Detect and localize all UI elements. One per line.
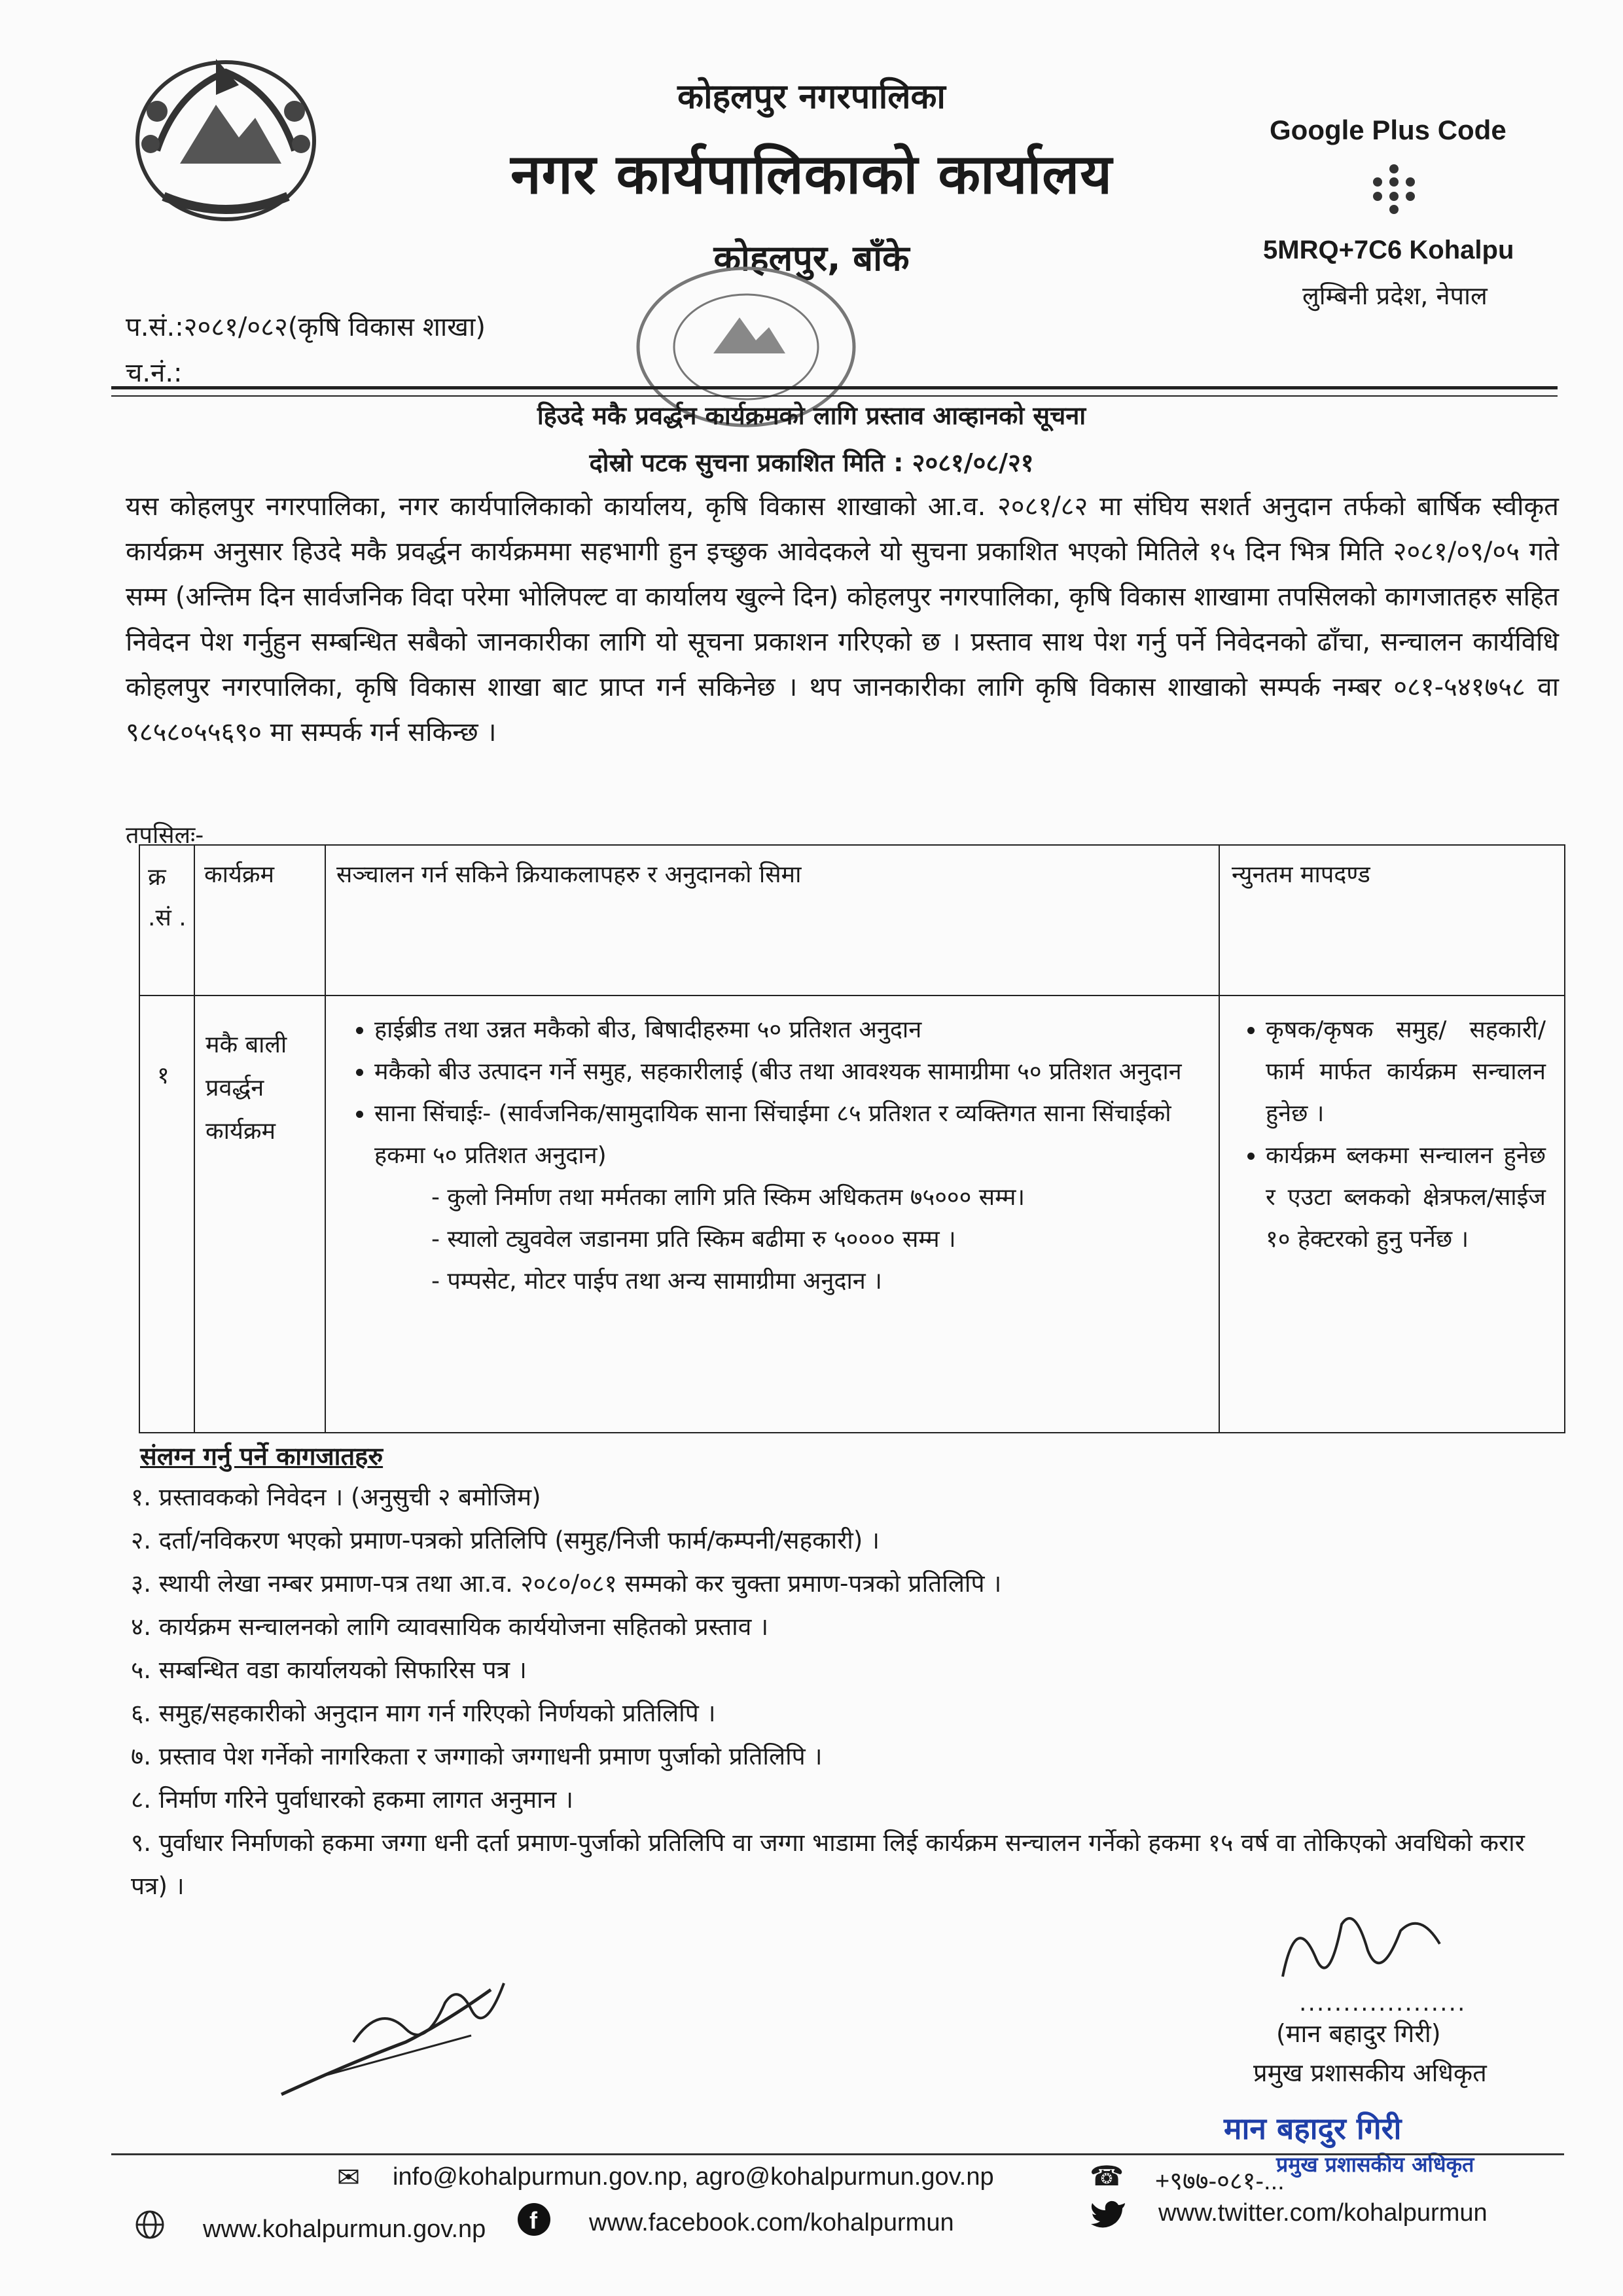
officer-designation: प्रमुख प्रशासकीय अधिकृत (1253, 2058, 1487, 2087)
municipality-name: कोहलपुर नगरपालिका (677, 77, 946, 117)
province: लुम्बिनी प्रदेश, नेपाल (1302, 281, 1488, 310)
documents-list (131, 1476, 1558, 1908)
office-location: कोहलपुर, बाँके (713, 238, 910, 279)
sub-item: - पम्पसेट, मोटर पाईप तथा अन्य सामाग्रीमा अनुदान । (431, 1268, 882, 1295)
facebook-icon (517, 2202, 551, 2236)
tapsil-label: तपसिलः- (126, 822, 204, 849)
notice-subtitle: दोस्रो पटक सुचना प्रकाशित मिति : २०८१/०८/२१ (589, 448, 1034, 477)
document-item: २. दर्ता/नविकरण भएको प्रमाण-पत्रको प्रतिलिपि (समुह/निजी फार्म/कम्पनी/सहकारी) । (131, 1526, 880, 1554)
document-item: ९. पुर्वाधार निर्माणको हकमा जग्गा धनी दर्ता प्रमाण-पुर्जाको प्रतिलिपि वा जग्गा भाडामा लिई कार्यक्रम सन्चालन गर्नेको हकमा १५ वर्ष वा तोकिएको अवधिको करार पत्र) । (131, 1829, 1525, 1900)
document-item: ४. कार्यक्रम सन्चालनको लागि व्यावसायिक कार्ययोजना सहितको प्रस्ताव । (131, 1613, 769, 1641)
row-criteria (1232, 1009, 1546, 1261)
documents-title: संलग्न गर्नु पर्ने कागजातहरु (140, 1442, 383, 1471)
sub-item: - स्यालो ट्युववेल जडानमा प्रति स्किम बढीमा रु ५०००० सम्म । (431, 1226, 956, 1253)
twitter-icon (1090, 2199, 1126, 2231)
document-item: ८. निर्माण गरिने पुर्वाधारको हकमा लागत अनुमान । (131, 1785, 574, 1814)
officer-name: (मान बहादुर गिरी) (1276, 2019, 1441, 2048)
program-table (139, 844, 1565, 1433)
document-item: ५. सम्बन्धित वडा कार्यालयको सिफारिस पत्र । (131, 1656, 527, 1684)
email-link[interactable]: info@kohalpurmun.gov.np, agro@kohalpurmun.gov.np (393, 2163, 994, 2191)
table-divider (194, 846, 195, 1432)
table-divider (1219, 846, 1220, 1432)
globe-icon (134, 2209, 166, 2240)
twitter-link[interactable]: www.twitter.com/kohalpurmun (1158, 2199, 1488, 2227)
officer-stamp-name: मान बहादुर गिरी (1224, 2111, 1402, 2146)
criteria-item: • कृषक/कृषक समुह/ सहकारी/ फार्म मार्फत कार्यक्रम सन्चालन हुनेछ । (1266, 1009, 1546, 1135)
sub-item: - कुलो निर्माण तथा मर्मतका लागि प्रति स्किम अधिकतम ७५००० सम्म। (431, 1184, 1026, 1211)
notice-title: हिउदे मकै प्रवर्द्धन कार्यक्रमको लागि प्रस्ताव आव्हानको सूचना (537, 401, 1086, 430)
header-divider (111, 386, 1558, 389)
notice-body: यस कोहलपुर नगरपालिका, नगर कार्यपालिकाको कार्यालय, कृषि विकास शाखाको आ.व. २०८१/८२ मा संघिय सशर्त अनुदान तर्फको बार्षिक स्वीकृत कार्यक्रम अनुसार हिउदे मकै प्रवर्द्धन कार्यक्रममा सहभागी हुन इच्छुक आवेदकले यो सुचना प्रकाशित भएको मितिले १५ दिन भित्र मिति २०८१/०९/०५ गते सम्म (अन्तिम दिन सार्वजनिक विदा परेमा भोलिपल्ट वा कार्यालय खुल्ने दिन) कोहलपुर नगरपालिका, कृषि विकास शाखामा तपसिलको कागजातहरु सहित निवेदन पेश गर्नुहुन सम्बन्धित सबैको जानकारीका लागि यो सूचना प्रकाशन गरिएको छ । प्रस्ताव साथ पेश गर्नु पर्ने निवेदनको ढाँचा, सन्चालन कार्यविधि कोहलपुर नगरपालिका, कृषि विकास शाखा बाट प्राप्त गर्न सकिनेछ । थप जानकारीका लागि कृषि विकास शाखाको सम्पर्क नम्बर ०८१-५४१७५८ वा ९८५८०५५६९० मा सम्पर्क गर्न सकिन्छ । (126, 492, 1559, 747)
document-item: ६. समुह/सहकारीको अनुदान माग गर्न गरिएको निर्णयको प्रतिलिपि । (131, 1699, 716, 1727)
svg-text:f: f (529, 2207, 537, 2234)
facebook-link[interactable]: www.facebook.com/kohalpurmun (589, 2209, 954, 2236)
row-sn: १ (157, 1062, 169, 1089)
header-criteria: न्युनतम मापदण्ड (1232, 861, 1370, 888)
header-sn: क्र .सं . (148, 864, 187, 931)
document-item: ३. स्थायी लेखा नम्बर प्रमाण-पत्र तथा आ.व. २०८०/०८१ सम्मको कर चुक्ता प्रमाण-पत्रको प्रतिलिपि । (131, 1570, 1002, 1598)
row-activities (336, 1009, 1207, 1302)
phone-number: +९७७-०८१-... (1155, 2168, 1285, 2195)
activity-item: • मकैको बीउ उत्पादन गर्ने समुह, सहकारीलाई (बीउ तथा आवश्यक सामाग्रीमा ५० प्रतिशत अनुदान (374, 1051, 1207, 1093)
mail-icon: ✉ (337, 2161, 361, 2193)
left-signature-icon (275, 1964, 524, 2108)
table-divider (325, 846, 326, 1432)
officer-stamp-title: प्रमुख प्रशासकीय अधिकृत (1276, 2152, 1474, 2177)
phone-icon: ☎ (1090, 2160, 1124, 2192)
reference-number: प.सं.:२०८१/०८२(कृषि विकास शाखा) (126, 312, 486, 342)
criteria-item: • कार्यक्रम ब्लकमा सन्चालन हुनेछ र एउटा ब्लकको क्षेत्रफल/साईज १० हेक्टरको हुनु पर्नेछ । (1266, 1135, 1546, 1261)
activity-item: • साना सिंचाईः- (सार्वजनिक/सामुदायिक साना सिंचाईमा ८५ प्रतिशत र व्यक्तिगत साना सिंचाईको हकमा ५० प्रतिशत अनुदान) (374, 1093, 1207, 1177)
plus-code-icon (1368, 162, 1420, 215)
dispatch-number: च.नं.: (126, 358, 183, 388)
row-program: मकै बाली प्रवर्द्धन कार्यक्रम (205, 1031, 287, 1145)
footer-divider (111, 2153, 1564, 2155)
plus-code: 5MRQ+7C6 Kohalpu (1263, 236, 1514, 264)
header-activities: सञ्चालन गर्न सकिने क्रियाकलापहरु र अनुदानको सिमा (336, 861, 802, 888)
document-item: ७. प्रस्ताव पेश गर्नेको नागरिकता र जग्गाको जग्गाधनी प्रमाण पुर्जाको प्रतिलिपि । (131, 1742, 823, 1770)
header-divider-thin (111, 395, 1558, 397)
plus-code-title: Google Plus Code (1270, 115, 1507, 145)
activity-item: • हाईब्रीड तथा उन्नत मकैको बीउ, बिषादीहरुमा ५० प्रतिशत अनुदान (374, 1009, 1207, 1051)
officer-signature-icon (1270, 1898, 1453, 2003)
table-header-divider (140, 995, 1564, 996)
signature-dots: ................... (1299, 1990, 1467, 2017)
website-link[interactable]: www.kohalpurmun.gov.np (203, 2215, 486, 2243)
office-name: नगर कार्यपालिकाको कार्यालय (510, 142, 1113, 206)
document-item: १. प्रस्तावकको निवेदन । (अनुसुची २ बमोजिम) (131, 1483, 541, 1511)
header-program: कार्यक्रम (204, 861, 275, 888)
